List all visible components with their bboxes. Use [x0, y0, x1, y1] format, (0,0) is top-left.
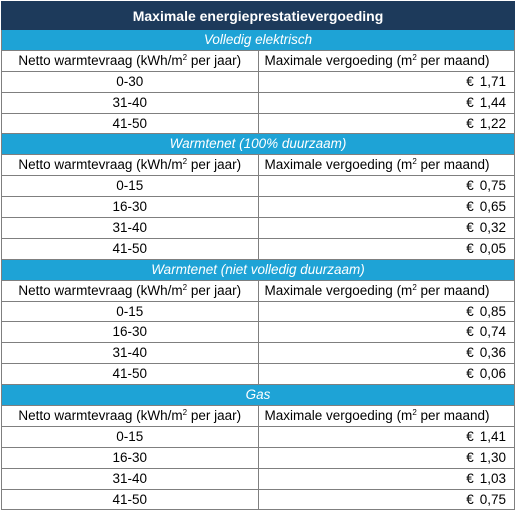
max-fee-value: 1,44	[479, 94, 506, 110]
max-fee-cell	[258, 468, 515, 489]
max-fee-value: 1,71	[479, 73, 506, 89]
currency-symbol: €	[466, 491, 474, 507]
currency-symbol: €	[466, 303, 474, 319]
max-fee-cell	[258, 176, 515, 197]
currency-symbol: €	[466, 449, 474, 465]
heat-demand-range: 31-40	[2, 218, 259, 239]
header-superscript: 2	[412, 157, 417, 167]
max-fee-cell	[258, 343, 515, 364]
heat-demand-range: 41-50	[2, 113, 259, 134]
column-header-heat-demand	[2, 50, 259, 71]
currency-symbol: €	[466, 345, 474, 361]
currency-symbol: €	[466, 94, 474, 110]
max-fee-cell	[258, 489, 515, 510]
table-body	[2, 30, 515, 510]
header-superscript: 2	[182, 407, 188, 417]
header-superscript: 2	[412, 407, 417, 417]
heat-demand-range: 16-30	[2, 447, 259, 468]
currency-symbol: €	[466, 219, 474, 235]
currency-symbol: €	[466, 178, 474, 194]
title-row	[2, 2, 515, 30]
header-superscript: 2	[182, 157, 188, 167]
header-text: per jaar)	[187, 52, 242, 68]
column-header-row	[2, 280, 515, 301]
heat-demand-range: 0-30	[2, 71, 259, 92]
column-header-max-fee	[258, 280, 515, 301]
currency-symbol: €	[466, 199, 474, 215]
table-row	[2, 92, 515, 113]
section-row	[2, 259, 515, 280]
max-fee-value: 0,36	[479, 345, 506, 361]
heat-demand-range: 31-40	[2, 468, 259, 489]
heat-demand-range: 41-50	[2, 238, 259, 259]
header-text: per maand)	[416, 157, 490, 173]
table-row	[2, 176, 515, 197]
heat-demand-range: 31-40	[2, 343, 259, 364]
table-row	[2, 113, 515, 134]
header-text: Netto warmtevraag (kWh/m	[18, 52, 183, 68]
header-text: per jaar)	[187, 282, 242, 298]
header-text: Maximale vergoeding (m	[264, 52, 413, 68]
section-row	[2, 30, 515, 51]
section-heading: Warmtenet (niet volledig duurzaam)	[2, 259, 515, 280]
table-row	[2, 468, 515, 489]
currency-symbol: €	[466, 73, 474, 89]
heat-demand-range: 16-30	[2, 197, 259, 218]
heat-demand-range: 16-30	[2, 322, 259, 343]
section-row	[2, 385, 515, 406]
header-superscript: 2	[412, 52, 417, 62]
header-text: per maand)	[416, 282, 490, 298]
heat-demand-range: 41-50	[2, 364, 259, 385]
header-text: Maximale vergoeding (m	[264, 282, 413, 298]
header-text: Maximale vergoeding (m	[264, 157, 413, 173]
max-fee-cell	[258, 426, 515, 447]
currency-symbol: €	[466, 115, 474, 131]
max-fee-value: 0,32	[479, 219, 506, 235]
header-text: Netto warmtevraag (kWh/m	[18, 157, 183, 173]
max-fee-cell	[258, 113, 515, 134]
header-superscript: 2	[182, 282, 188, 292]
table-row	[2, 71, 515, 92]
table-row	[2, 301, 515, 322]
energy-performance-table	[1, 1, 515, 510]
max-fee-value: 0,74	[479, 324, 506, 340]
max-fee-cell	[258, 197, 515, 218]
column-header-heat-demand	[2, 280, 259, 301]
max-fee-cell	[258, 301, 515, 322]
column-header-max-fee	[258, 50, 515, 71]
table-row	[2, 447, 515, 468]
header-text: Netto warmtevraag (kWh/m	[18, 282, 183, 298]
column-header-row	[2, 155, 515, 176]
max-fee-value: 0,75	[479, 178, 506, 194]
table-row	[2, 489, 515, 510]
max-fee-cell	[258, 364, 515, 385]
max-fee-cell	[258, 92, 515, 113]
max-fee-value: 1,22	[479, 115, 506, 131]
section-heading: Volledig elektrisch	[2, 30, 515, 51]
header-text: per maand)	[416, 52, 490, 68]
max-fee-value: 1,30	[479, 449, 506, 465]
max-fee-cell	[258, 218, 515, 239]
column-header-row	[2, 50, 515, 71]
max-fee-value: 0,65	[479, 199, 506, 215]
heat-demand-range: 0-15	[2, 301, 259, 322]
max-fee-cell	[258, 238, 515, 259]
max-fee-value: 0,75	[479, 491, 506, 507]
max-fee-value: 1,03	[479, 470, 506, 486]
table-row	[2, 426, 515, 447]
max-fee-cell	[258, 447, 515, 468]
table-row	[2, 218, 515, 239]
currency-symbol: €	[466, 428, 474, 444]
column-header-heat-demand	[2, 406, 259, 427]
column-header-max-fee	[258, 406, 515, 427]
max-fee-cell	[258, 322, 515, 343]
max-fee-value: 0,06	[479, 366, 506, 382]
table-row	[2, 343, 515, 364]
header-text: per jaar)	[187, 157, 242, 173]
currency-symbol: €	[466, 366, 474, 382]
header-text: Maximale vergoeding (m	[264, 407, 413, 423]
header-superscript: 2	[182, 52, 188, 62]
header-text: per jaar)	[187, 407, 242, 423]
table-title: Maximale energieprestatievergoeding	[2, 2, 515, 30]
header-superscript: 2	[412, 282, 417, 292]
currency-symbol: €	[466, 240, 474, 256]
heat-demand-range: 0-15	[2, 426, 259, 447]
table-row	[2, 322, 515, 343]
heat-demand-range: 0-15	[2, 176, 259, 197]
column-header-max-fee	[258, 155, 515, 176]
currency-symbol: €	[466, 324, 474, 340]
max-fee-value: 1,41	[479, 428, 506, 444]
column-header-row	[2, 406, 515, 427]
max-fee-value: 0,05	[479, 240, 506, 256]
heat-demand-range: 41-50	[2, 489, 259, 510]
header-text: Netto warmtevraag (kWh/m	[18, 407, 183, 423]
max-fee-value: 0,85	[479, 303, 506, 319]
column-header-heat-demand	[2, 155, 259, 176]
header-text: per maand)	[416, 407, 490, 423]
section-heading: Gas	[2, 385, 515, 406]
table-row	[2, 364, 515, 385]
heat-demand-range: 31-40	[2, 92, 259, 113]
table-row	[2, 238, 515, 259]
table-row	[2, 197, 515, 218]
section-heading: Warmtenet (100% duurzaam)	[2, 134, 515, 155]
section-row	[2, 134, 515, 155]
max-fee-cell	[258, 71, 515, 92]
currency-symbol: €	[466, 470, 474, 486]
